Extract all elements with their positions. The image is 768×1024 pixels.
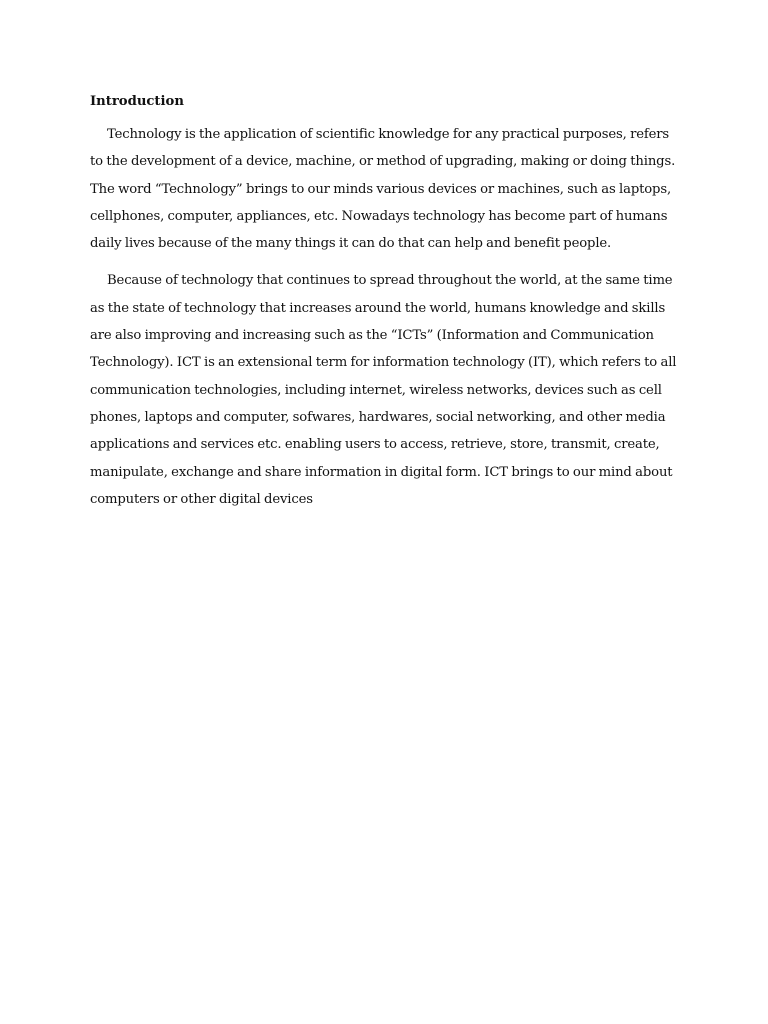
document-body bbox=[90, 91, 680, 513]
section-heading: Introduction bbox=[90, 94, 184, 109]
paragraph-ict-overview: Because of technology that continues to spread throughout the world, at the same time as the state of technology that increases around the world, humans knowledge and skills are also improving and increasing such as the “ICTs” (Information and Communication Technology). ICT is an extensional term for information technology (IT), which refers to all communication technologies, including internet, wireless networks, devices such as cell phones, laptops and computer, sofwares, hardwares, social networking, and other media applications and services etc. enabling users to access, retrieve, store, transmit, create, manipulate, exchange and share information in digital form. ICT brings to our mind about computers or other digital devices bbox=[90, 273, 677, 507]
paragraph-technology-definition: Technology is the application of scientific knowledge for any practical purposes, refers to the development of a device, machine, or method of upgrading, making or doing things. The word “Technology” brings to our minds various devices or machines, such as laptops, cellphones, computer, appliances, etc. Nowadays technology has become part of humans daily lives because of the many things it can do that can help and benefit people. bbox=[90, 127, 676, 252]
